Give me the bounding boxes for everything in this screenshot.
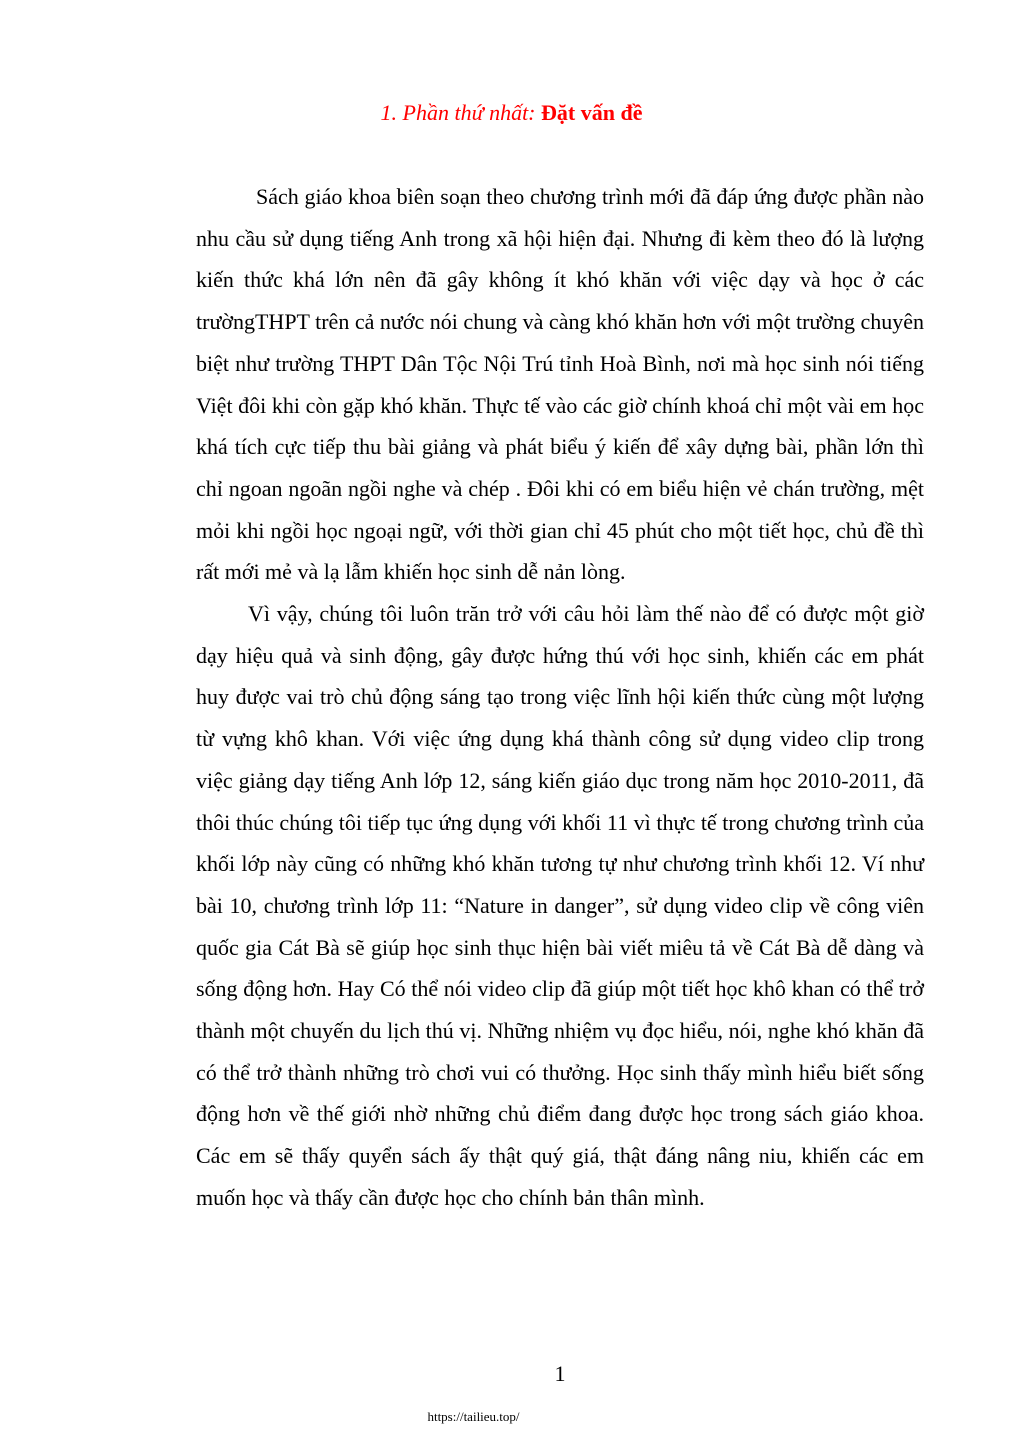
page-number: 1 [554, 1361, 566, 1386]
paragraph-1: Sách giáo khoa biên soạn theo chương trình mới đã đáp ứng được phần nào nhu cầu sử dụng tiếng Anh trong xã hội hiện đại. Nhưng đi kèm theo đó là lượng kiến thức khá lớn nên đã gây không ít khó khăn với việc dạy và học ở các trườngTHPT trên cả nước nói chung và càng khó khăn hơn với một trường chuyên biệt như trường THPT Dân Tộc Nội Trú tỉnh Hoà Bình, nơi mà học sinh nói tiếng Việt đôi khi còn gặp khó khăn. Thực tế vào các giờ chính khoá chỉ một vài em học khá tích cực tiếp thu bài giảng và phát biểu ý kiến để xây dựng bài, phần lớn thì chỉ ngoan ngoãn ngồi nghe và chép . Đôi khi có em biểu hiện vẻ chán trường, mệt mỏi khi ngồi học ngoại ngữ, với thời gian chỉ 45 phút cho một tiết học, chủ đề thì rất mới mẻ và lạ lẫm khiến học sinh dễ nản lòng. [196, 184, 924, 585]
section-number: 1. Phần thứ nhất: [380, 100, 536, 125]
document-body [196, 176, 924, 1219]
section-title: Đặt vấn đề [541, 100, 643, 125]
paragraph-2: Vì vậy, chúng tôi luôn trăn trở với câu hỏi làm thế nào để có được một giờ dạy hiệu quả và sinh động, gây được hứng thú với học sinh, khiến các em phát huy được vai trò chủ động sáng tạo trong việc lĩnh hội kiến thức cùng một lượng từ vựng khô khan. Với việc ứng dụng khá thành công sử dụng video clip trong việc giảng dạy tiếng Anh lớp 12, sáng kiến giáo dục trong năm học 2010-2011, đã thôi thúc chúng tôi tiếp tục ứng dụng với khối 11 vì thực tế trong chương trình của khối lớp này cũng có những khó khăn tương tự như chương trình khối 12. Ví như bài 10, chương trình lớp 11: “Nature in danger”, sử dụng video clip về công viên quốc gia Cát Bà sẽ giúp học sinh thục hiện bài viết miêu tả về Cát Bà dễ dàng và sống động hơn. Hay Có thể nói video clip đã giúp một tiết học khô khan có thể trở thành một chuyến du lịch thú vị. Những nhiệm vụ đọc hiểu, nói, nghe khó khăn đã có thể trở thành những trò chơi vui có thưởng. Học sinh thấy mình hiểu biết sống động hơn về thế giới nhờ những chủ điểm đang được học trong sách giáo khoa. Các em sẽ thấy quyển sách ấy thật quý giá, thật đáng nâng niu, khiến các em muốn học và thấy cần được học cho chính bản thân mình. [196, 601, 924, 1210]
footer-url-text[interactable]: https://tailieu.top/ [427, 1409, 520, 1424]
section-heading [0, 98, 1023, 128]
footer-url[interactable] [0, 1408, 1023, 1426]
